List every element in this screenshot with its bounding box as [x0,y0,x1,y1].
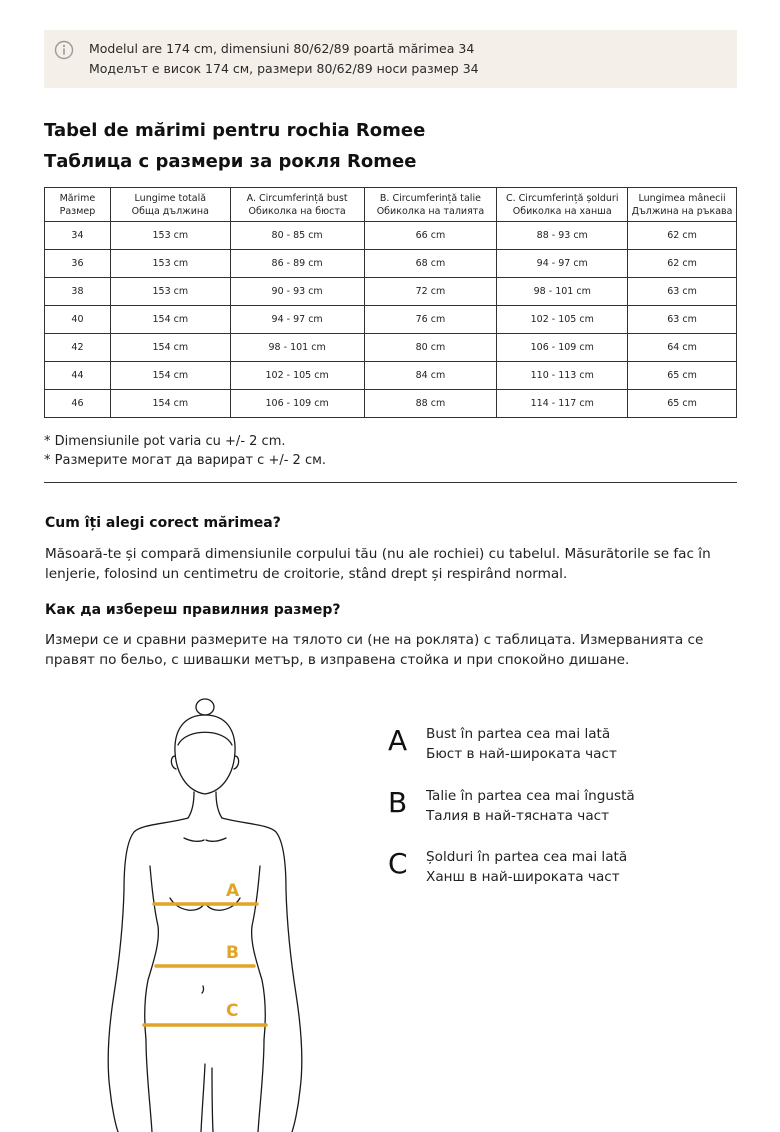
table-cell: 88 - 93 cm [497,222,628,250]
table-cell: 98 - 101 cm [497,278,628,306]
variation-note-bg: * Размерите могат да варират с +/- 2 см. [44,453,327,468]
table-cell: 114 - 117 cm [497,390,628,418]
table-cell: 72 cm [364,278,497,306]
legend-letter-b: B [388,786,408,819]
measure-label-c: C [226,1001,239,1021]
section-divider [44,482,737,483]
table-cell: 76 cm [364,306,497,334]
info-icon [54,40,74,60]
table-cell: 64 cm [628,334,737,362]
table-cell: 106 - 109 cm [497,334,628,362]
variation-note-ro: * Dimensiunile pot varia cu +/- 2 cm. [44,434,286,449]
measure-label-b: B [226,943,239,963]
size-chart-title-ro: Tabel de mărimi pentru rochia Romee [44,120,426,141]
table-cell: 102 - 105 cm [497,306,628,334]
table-cell: 63 cm [628,306,737,334]
table-body [45,222,737,418]
legend-letter-a: A [388,724,408,757]
table-header-label: Обща дължина [131,205,209,217]
table-cell: 153 cm [110,222,230,250]
table-cell: 154 cm [110,390,230,418]
guide-text-bg-line1: Измери се и сравни размерите на тялото си (не на роклята) с таблицата. Измерванията се [45,632,704,648]
table-row [45,250,737,278]
legend-a-bg: Бюст в най-широката част [426,746,617,762]
table-header-row [45,188,737,222]
table-cell: 98 - 101 cm [230,334,364,362]
guide-text-bg-line2: правят по бельо, с шивашки метър, в изправена стойка и при спокойно дишане. [45,652,630,668]
legend-letter-c: C [388,847,408,880]
table-cell: 80 - 85 cm [230,222,364,250]
table-header-cell [230,188,364,222]
table-cell: 153 cm [110,250,230,278]
table-cell: 88 cm [364,390,497,418]
notice-line-bg: Моделът е висок 174 см, размери 80/62/89 носи размер 34 [89,61,479,76]
table-cell: 44 [45,362,111,390]
table-row [45,306,737,334]
table-row [45,362,737,390]
legend-item-c [426,847,627,887]
legend-c-ro: Șolduri în partea cea mai lată [426,849,628,865]
table-cell: 94 - 97 cm [497,250,628,278]
guide-text-ro-line1: Măsoară-te și compară dimensiunile corpului tău (nu ale rochiei) cu tabelul. Măsurătorile se fac în [45,546,711,562]
guide-text-ro-line2: lenjerie, folosind un centimetru de croitorie, stând drept și respirând normal. [45,566,568,582]
table-cell: 110 - 113 cm [497,362,628,390]
table-cell: 65 cm [628,362,737,390]
table-row [45,278,737,306]
table-header-cell [628,188,737,222]
table-row [45,334,737,362]
table-header-label: Обиколка на ханша [512,205,612,217]
table-header-label: Lungimea mânecii [638,192,726,204]
table-cell: 66 cm [364,222,497,250]
table-cell: 102 - 105 cm [230,362,364,390]
table-header-label: B. Circumferință talie [379,192,481,204]
guide-text-bg [45,630,735,670]
table-cell: 62 cm [628,250,737,278]
table-cell: 84 cm [364,362,497,390]
table-header-label: Обиколка на талията [376,205,485,217]
table-cell: 154 cm [110,362,230,390]
size-chart-title-bg: Таблица с размери за рокля Romee [44,151,417,172]
table-header-label: A. Circumferință bust [246,192,348,204]
legend-c-bg: Ханш в най-широката част [426,869,620,885]
table-cell: 68 cm [364,250,497,278]
table-header-label: Mărime [59,192,96,204]
table-header-label: Дължина на ръкава [631,205,733,217]
legend-item-b [426,786,635,826]
table-header-cell [497,188,628,222]
table-cell: 94 - 97 cm [230,306,364,334]
size-table [44,187,737,418]
table-cell: 42 [45,334,111,362]
table-cell: 34 [45,222,111,250]
guide-heading-ro: Cum îți alegi corect mărimea? [45,515,281,531]
table-cell: 80 cm [364,334,497,362]
table-cell: 154 cm [110,306,230,334]
table-cell: 46 [45,390,111,418]
table-header-cell [110,188,230,222]
table-cell: 38 [45,278,111,306]
table-cell: 86 - 89 cm [230,250,364,278]
table-header-label: Lungime totală [134,192,207,204]
guide-text-ro [45,544,735,584]
table-cell: 153 cm [110,278,230,306]
table-cell: 63 cm [628,278,737,306]
table-cell: 90 - 93 cm [230,278,364,306]
legend-b-ro: Talie în partea cea mai îngustă [426,788,635,804]
legend-a-ro: Bust în partea cea mai lată [426,726,611,742]
table-header-label: Размер [59,205,96,217]
table-row [45,222,737,250]
notice-line-ro: Modelul are 174 cm, dimensiuni 80/62/89 poartă mărimea 34 [89,41,475,56]
guide-heading-bg: Как да избереш правилния размер? [45,602,341,618]
table-row [45,390,737,418]
model-info-notice [44,30,737,88]
legend-item-a [426,724,617,764]
table-cell: 106 - 109 cm [230,390,364,418]
table-cell: 36 [45,250,111,278]
table-cell: 62 cm [628,222,737,250]
legend-b-bg: Талия в най-тясната част [426,808,610,824]
table-header-cell [45,188,111,222]
table-cell: 65 cm [628,390,737,418]
table-header-label: C. Circumferință șolduri [506,192,619,204]
table-header-label: Обиколка на бюста [248,205,346,217]
table-header-cell [364,188,497,222]
table-cell: 40 [45,306,111,334]
body-outline-icon [100,690,310,1132]
table-cell: 154 cm [110,334,230,362]
measure-label-a: A [226,881,240,901]
